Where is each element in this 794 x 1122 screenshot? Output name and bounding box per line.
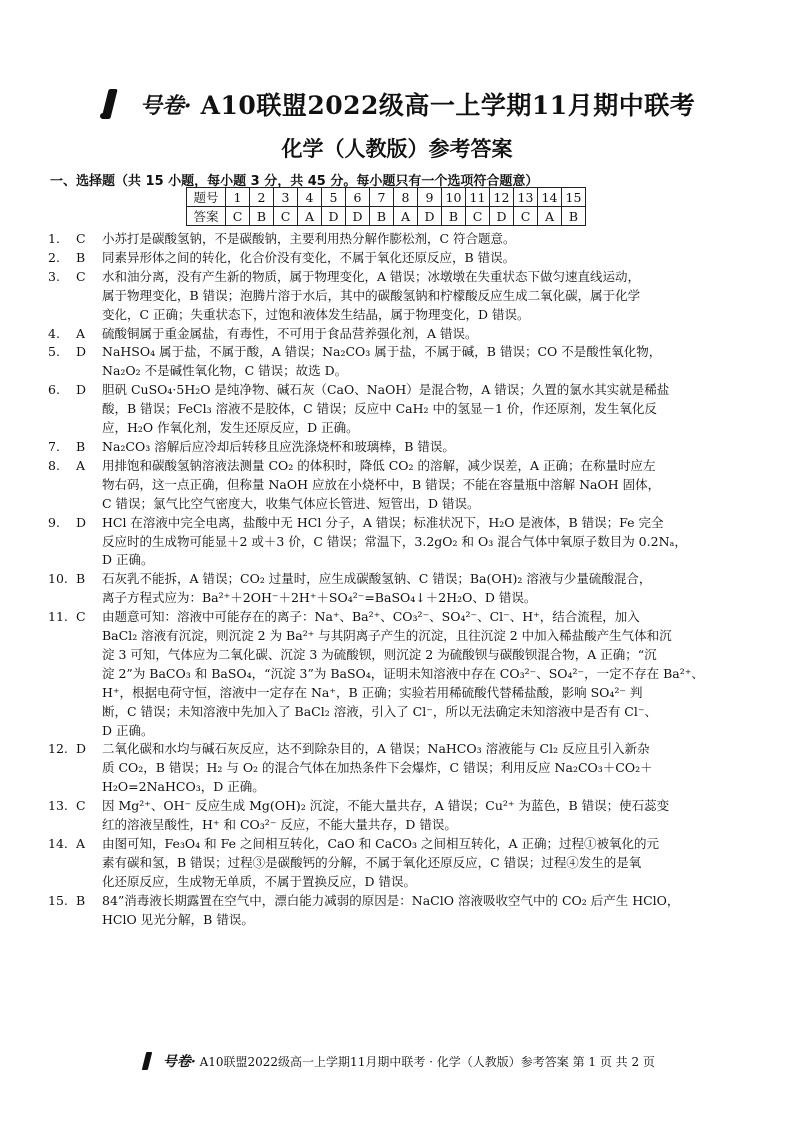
list-item	[48, 570, 766, 608]
explanation-line: 素有碳和氢，B 错误；过程③是碳酸钙的分解，不属于氧化还原反应，C 错误；过程④发生的是氧	[102, 854, 642, 870]
explanation-line: 水和油分离，没有产生新的物质，属于物理变化，A 错误；冰墩墩在失重状态下做匀速直线运动，	[102, 268, 641, 284]
item-number: 14.	[48, 836, 68, 851]
table-cell: A	[538, 207, 562, 226]
explanation-line: 属于物理变化，B 错误；泡腾片溶于水后，其中的碳酸氢钠和柠檬酸反应生成二氧化碳，属于化学	[102, 287, 641, 303]
item-answer: D	[76, 382, 87, 398]
explanation-line: 小苏打是碳酸氢钠，不是碳酸钠，主要利用热分解作膨松剂，C 符合题意。	[102, 231, 516, 246]
table-cell: A	[394, 207, 418, 226]
document-title: A10联盟2022级高一上学期11月期中联考	[200, 91, 696, 120]
table-cell: 13	[514, 188, 538, 207]
item-explanation	[102, 740, 766, 797]
table-cell: C	[274, 207, 298, 226]
list-item	[48, 343, 766, 381]
explanation-line: 84”消毒液长期露置在空气中，漂白能力减弱的原因是：NaClO 溶液吸收空气中的 CO₂ 后产生 HClO，	[102, 892, 680, 908]
table-cell: C	[514, 207, 538, 226]
table-cell: 7	[370, 188, 394, 207]
list-item	[48, 325, 766, 344]
list-item	[48, 835, 766, 892]
table-cell: 2	[250, 188, 274, 207]
explanation-line: 硫酸铜属于重金属盐，有毒性，不可用于食品营养强化剂，A 错误。	[102, 325, 478, 341]
item-number: 11.	[48, 609, 68, 625]
list-item	[48, 892, 766, 930]
table-cell: C	[466, 207, 490, 226]
item-answer: D	[76, 344, 87, 360]
item-explanation	[102, 343, 766, 381]
explanation-line: 由图可知，Fe₃O₄ 和 Fe 之间相互转化，CaO 和 CaCO₃ 之间相互转化，A 正确；过程①被氧化的元	[102, 836, 659, 851]
table-cell: 10	[442, 188, 466, 207]
explanation-line: D 正确。	[102, 552, 154, 568]
explanation-line: 离子方程式应为：Ba²⁺＋2OH⁻＋2H⁺＋SO₄²⁻=BaSO₄↓＋2H₂O、D 错误。	[102, 590, 537, 606]
explanation-line: 二氧化碳和水均与碱石灰反应，达不到除杂目的，A 错误；NaHCO₃ 溶液能与 Cl₂ 反应且引入新杂	[102, 741, 650, 757]
answer-key-table	[186, 187, 586, 226]
table-cell: A	[298, 207, 322, 226]
table-cell: D	[346, 207, 370, 226]
item-explanation	[102, 514, 766, 571]
explanation-line: 化还原反应，生成物无单质，不属于置换反应，D 错误。	[102, 873, 416, 889]
explanation-list	[48, 230, 766, 930]
explanation-line: Na₂O₂ 不是碱性氧化物，C 错误；故选 D。	[102, 363, 348, 379]
item-explanation	[102, 608, 766, 740]
item-explanation	[102, 457, 766, 514]
list-item	[48, 249, 766, 268]
table-cell: 1	[226, 188, 250, 207]
item-answer: C	[76, 231, 86, 246]
table-cell: B	[442, 207, 466, 226]
table-cell: 9	[418, 188, 442, 207]
item-answer: C	[76, 268, 86, 284]
answer-row	[187, 207, 586, 226]
table-cell: 11	[466, 188, 490, 207]
item-explanation	[102, 797, 766, 835]
explanation-line: 淀 3 可知，气体应为二氧化碳、沉淀 3 为硫酸钡，则沉淀 2 为硫酸钡与碳酸钡混合物，A 正确；“沉	[102, 646, 657, 662]
table-cell: 12	[490, 188, 514, 207]
item-explanation	[102, 835, 766, 892]
explanation-line: HClO 见光分解，B 错误。	[102, 911, 254, 927]
footer-text: A10联盟2022级高一上学期11月期中联考 · 化学（人教版）参考答案 第 1 页 共 2 页	[199, 1054, 655, 1069]
table-cell: C	[226, 207, 250, 226]
explanation-line: 同素异形体之间的转化，化合价没有变化，不属于氧化还原反应，B 错误。	[102, 249, 516, 265]
table-cell: B	[370, 207, 394, 226]
table-cell: 15	[562, 188, 586, 207]
table-cell: D	[418, 207, 442, 226]
table-cell: 6	[346, 188, 370, 207]
item-number: 8.	[48, 457, 60, 473]
explanation-line: 因 Mg²⁺、OH⁻ 反应生成 Mg(OH)₂ 沉淀，不能大量共存，A 错误；Cu²⁺ 为蓝色，B 错误；使石蕊变	[102, 798, 670, 814]
explanation-line: 断，C 错误；未知溶液中先加入了 BaCl₂ 溶液，引入了 Cl⁻，所以无法确定未知溶液中是否有 Cl⁻、	[102, 703, 657, 719]
item-answer: A	[76, 457, 86, 473]
item-answer: C	[76, 798, 86, 814]
item-number: 15.	[48, 892, 68, 908]
list-item	[48, 608, 766, 740]
explanation-line: 用排饱和碳酸氢钠溶液法测量 CO₂ 的体积时，降低 CO₂ 的溶解，减少误差，A 正确；在称量时应左	[102, 457, 656, 473]
item-explanation	[102, 892, 766, 930]
explanation-line: 淀 2”为 BaCO₃ 和 BaSO₄，“沉淀 3”为 BaSO₄，证明未知溶液中存在 CO₃²⁻、SO₄²⁻，一定不存在 Ba²⁺、	[102, 665, 704, 681]
page-footer	[0, 1051, 794, 1071]
explanation-line: D 正确。	[102, 722, 154, 738]
explanation-line: 红的溶液呈酸性，H⁺ 和 CO₃²⁻ 反应，不能大量共存，D 错误。	[102, 817, 457, 833]
item-explanation	[102, 249, 766, 268]
explanation-line: 物右码，这一点正确，但称量 NaOH 应放在小烧杯中，B 错误；不能在容量瓶中溶解 NaOH 固体，	[102, 476, 661, 492]
table-cell: B	[562, 207, 586, 226]
item-number: 5.	[48, 344, 60, 360]
list-item	[48, 438, 766, 457]
explanation-line: 酸，B 错误；FeCl₃ 溶液不是胶体，C 错误；反应中 CaH₂ 中的氢显－1 价，作还原剂，发生氧化反	[102, 401, 657, 417]
document-header	[0, 86, 794, 122]
list-item	[48, 797, 766, 835]
list-item	[48, 457, 766, 514]
list-item	[48, 268, 766, 325]
row-label-answer: 答案	[187, 207, 226, 226]
item-number: 2.	[48, 249, 60, 265]
explanation-line: C 错误；氯气比空气密度大，收集气体应长管进、短管出，D 错误。	[102, 495, 480, 511]
item-answer: B	[76, 892, 86, 908]
list-item	[48, 514, 766, 571]
table-cell: D	[490, 207, 514, 226]
explanation-line: H⁺，根据电荷守恒，溶液中一定存在 Na⁺，B 正确；实验若用稀硫酸代替稀盐酸，影响 SO₄²⁻ 判	[102, 684, 643, 700]
explanation-line: 胆矾 CuSO₄·5H₂O 是纯净物、碱石灰（CaO、NaOH）是混合物，A 错误；久置的氯水其实就是稀盐	[102, 382, 670, 398]
item-answer: A	[76, 836, 86, 851]
brush-logo-icon	[99, 87, 133, 121]
list-item	[48, 230, 766, 249]
item-answer: B	[76, 249, 86, 265]
item-number: 7.	[48, 438, 60, 454]
explanation-line: 由题意可知：溶液中可能存在的离子：Na⁺、Ba²⁺、CO₃²⁻、SO₄²⁻、Cl⁻、H⁺，结合流程，加入	[102, 609, 640, 625]
item-answer: B	[76, 438, 86, 454]
item-explanation	[102, 381, 766, 438]
item-number: 1.	[48, 231, 60, 246]
table-cell: 4	[298, 188, 322, 207]
explanation-line: 质 CO₂，B 错误；H₂ 与 O₂ 的混合气体在加热条件下会爆炸，C 错误；利用反应 Na₂CO₃＋CO₂＋	[102, 760, 653, 776]
item-answer: B	[76, 571, 86, 587]
table-cell: 8	[394, 188, 418, 207]
item-explanation	[102, 570, 766, 608]
item-answer: D	[76, 514, 87, 530]
explanation-line: 应，H₂O 作氧化剂，发生还原反应，D 正确。	[102, 420, 359, 436]
brush-logo-icon	[139, 1051, 159, 1071]
explanation-line: Na₂CO₃ 溶解后应冷却后转移且应洗涤烧杯和玻璃棒，B 错误。	[102, 438, 455, 454]
explanation-line: 石灰乳不能拆，A 错误；CO₂ 过量时，应生成碳酸氢钠、C 错误；Ba(OH)₂ 溶液与少量硫酸混合，	[102, 571, 652, 587]
question-number-row	[187, 188, 586, 207]
explanation-line: HCl 在溶液中完全电离，盐酸中无 HCl 分子，A 错误；标准状况下，H₂O 是液体，B 错误；Fe 完全	[102, 514, 664, 530]
item-number: 4.	[48, 325, 60, 341]
section-heading: 一、选择题（共 15 小题，每小题 3 分，共 45 分。每小题只有一个选项符合题意）	[50, 174, 539, 189]
item-explanation	[102, 230, 766, 249]
item-explanation	[102, 438, 766, 457]
logo-text: 号卷·	[139, 92, 192, 119]
item-number: 12.	[48, 741, 68, 757]
item-number: 3.	[48, 268, 60, 284]
footer-logo-text: 号卷·	[162, 1054, 196, 1070]
explanation-line: BaCl₂ 溶液有沉淀，则沉淀 2 为 Ba²⁺ 与其阴离子产生的沉淀，且往沉淀 2 中加入稀盐酸产生气体和沉	[102, 628, 672, 644]
table-cell: 5	[322, 188, 346, 207]
list-item	[48, 381, 766, 438]
item-answer: D	[76, 741, 87, 757]
item-number: 6.	[48, 382, 60, 398]
explanation-line: NaHSO₄ 属于盐，不属于酸，A 错误；Na₂CO₃ 属于盐，不属于碱，B 错误；CO 不是酸性氧化物，	[102, 344, 662, 360]
explanation-line: 变化，C 正确；失重状态下，过饱和液体发生结晶，属于物理变化，D 错误。	[102, 306, 530, 322]
item-number: 13.	[48, 798, 68, 814]
table-cell: B	[250, 207, 274, 226]
table-cell: 3	[274, 188, 298, 207]
item-answer: C	[76, 609, 86, 625]
row-label-number: 题号	[187, 188, 226, 207]
item-answer: A	[76, 325, 86, 341]
explanation-line: 反应时的生成物可能显＋2 或＋3 价，C 错误；常温下，3.2gO₂ 和 O₃ 混合气体中氧原子数目为 0.2Nₐ，	[102, 533, 687, 549]
document-subtitle: 化学（人教版）参考答案	[281, 137, 513, 161]
item-number: 10.	[48, 571, 68, 587]
explanation-line: H₂O=2NaHCO₃，D 正确。	[102, 779, 265, 795]
item-explanation	[102, 325, 766, 344]
list-item	[48, 740, 766, 797]
item-explanation	[102, 268, 766, 325]
table-cell: D	[322, 207, 346, 226]
item-number: 9.	[48, 514, 60, 530]
table-cell: 14	[538, 188, 562, 207]
